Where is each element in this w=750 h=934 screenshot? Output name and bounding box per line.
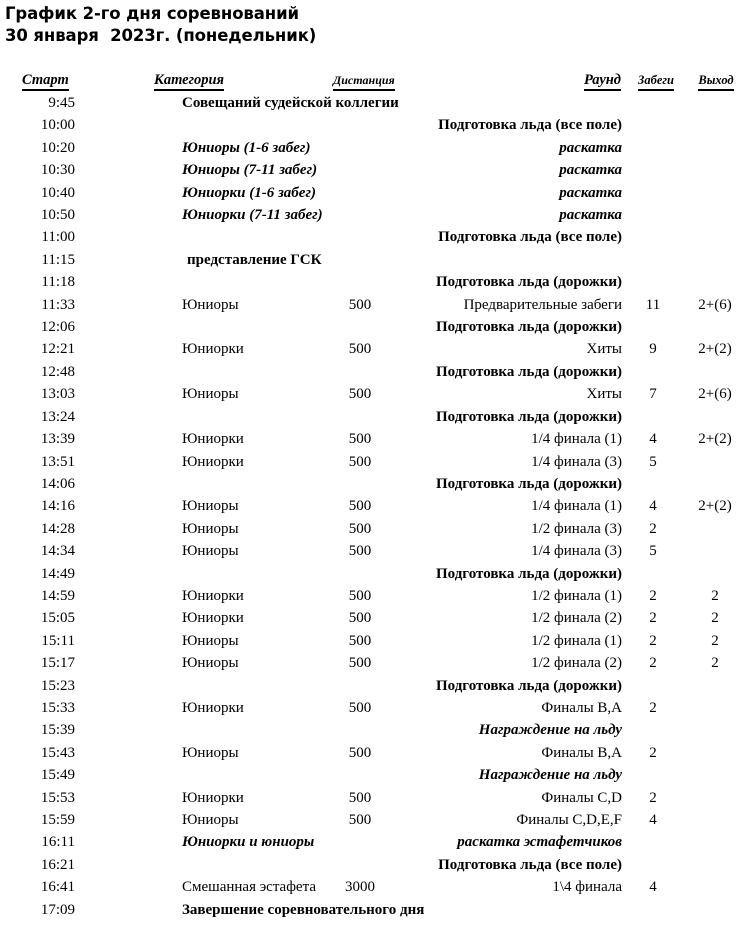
cell-distance [331, 473, 391, 495]
cell-category: Юниорки (1-6 забег) [182, 184, 316, 201]
cell-out [686, 137, 750, 159]
table-row [0, 697, 750, 719]
cell-start-time: 16:11 [41, 834, 75, 851]
cell-start-time: 15:05 [40, 610, 75, 627]
cell-category: Юниоры [182, 386, 239, 403]
cell-round [391, 899, 626, 921]
schedule-table [0, 70, 750, 921]
cell-category: Завершение соревновательного дня [182, 901, 425, 918]
cell-heats: 9 [649, 341, 657, 358]
cell-heats: 5 [649, 453, 657, 470]
cell-category [86, 473, 331, 495]
cell-heats: 4 [649, 879, 657, 896]
cell-round: Подготовка льда (все поле) [438, 856, 622, 873]
cell-distance: 500 [348, 520, 372, 537]
cell-distance [331, 831, 391, 853]
cell-out [686, 271, 750, 293]
cell-distance: 3000 [345, 879, 375, 896]
cell-distance: 500 [348, 386, 372, 403]
title-line-1: График 2-го дня соревнований [5, 4, 300, 23]
cell-round: 1/2 финала (1) [531, 587, 622, 604]
table-row [0, 764, 750, 786]
cell-heats [626, 182, 686, 204]
cell-out [686, 719, 750, 741]
cell-distance [331, 137, 391, 159]
cell-round: Подготовка льда (дорожки) [435, 565, 622, 582]
cell-start-time: 10:40 [40, 184, 75, 201]
cell-start-time: 14:06 [40, 475, 75, 492]
column-header-out [686, 70, 750, 92]
cell-distance: 500 [348, 789, 372, 806]
cell-out [686, 854, 750, 876]
table-row [0, 495, 750, 517]
cell-heats: 2 [649, 587, 657, 604]
cell-heats [626, 92, 686, 114]
cell-out [686, 182, 750, 204]
cell-heats [626, 226, 686, 248]
cell-start-time: 17:09 [40, 901, 75, 918]
cell-out [686, 809, 750, 831]
cell-out [686, 697, 750, 719]
table-row [0, 563, 750, 585]
cell-distance [331, 159, 391, 181]
table-row [0, 675, 750, 697]
cell-category [86, 563, 331, 585]
table-row [0, 137, 750, 159]
table-row [0, 540, 750, 562]
cell-distance [331, 675, 391, 697]
cell-heats: 11 [645, 296, 661, 313]
cell-out [686, 316, 750, 338]
cell-out [686, 204, 750, 226]
cell-heats [626, 719, 686, 741]
table-row [0, 92, 750, 114]
cell-heats [626, 563, 686, 585]
table-row [0, 182, 750, 204]
cell-distance [331, 226, 391, 248]
table-row [0, 159, 750, 181]
cell-heats: 4 [649, 431, 657, 448]
column-header-category [86, 70, 331, 92]
cell-round: Подготовка льда (дорожки) [435, 677, 622, 694]
cell-heats [626, 249, 686, 271]
cell-distance [331, 204, 391, 226]
cell-round: раскатка [559, 139, 622, 156]
table-row [0, 383, 750, 405]
table-row [0, 899, 750, 921]
column-header-out-label: Выход [698, 72, 733, 91]
cell-round: Подготовка льда (дорожки) [435, 319, 622, 336]
cell-start-time: 14:16 [40, 498, 75, 515]
cell-out [686, 159, 750, 181]
cell-category: Юниорки [182, 610, 244, 627]
cell-start-time: 10:20 [40, 139, 75, 156]
cell-round: 1/4 финала (1) [531, 498, 622, 515]
cell-out [686, 226, 750, 248]
cell-out [686, 742, 750, 764]
table-row [0, 652, 750, 674]
cell-distance: 500 [348, 812, 372, 828]
cell-category: Юниоры [182, 812, 239, 828]
cell-category: Юниорки [182, 431, 244, 448]
cell-round: 1/4 финала (3) [531, 543, 622, 560]
cell-distance [331, 114, 391, 136]
cell-heats [626, 473, 686, 495]
cell-out: 2 [711, 587, 719, 604]
cell-heats: 4 [649, 498, 657, 515]
cell-round: 1/2 финала (2) [531, 610, 622, 627]
cell-distance: 500 [348, 610, 372, 627]
table-row [0, 854, 750, 876]
cell-out [686, 899, 750, 921]
cell-start-time: 14:49 [40, 565, 75, 582]
cell-round: Хиты [586, 386, 622, 403]
cell-out [686, 876, 750, 898]
cell-out [686, 114, 750, 136]
document-title [5, 3, 605, 47]
cell-category [86, 675, 331, 697]
cell-distance: 500 [348, 655, 372, 672]
cell-distance: 500 [348, 453, 372, 470]
cell-distance: 500 [348, 296, 372, 313]
cell-round: Подготовка льда (все поле) [438, 229, 622, 246]
cell-round: Финалы C,D,E,F [516, 812, 622, 828]
cell-out: 2+(2) [698, 498, 732, 515]
cell-distance: 500 [348, 498, 372, 515]
cell-start-time: 15:39 [40, 722, 75, 739]
cell-category: Юниорки [182, 789, 244, 806]
title-line-2: 30 января 2023г. (понедельник) [5, 26, 317, 45]
column-header-start-label: Старт [22, 72, 69, 91]
cell-out [686, 451, 750, 473]
cell-heats [626, 361, 686, 383]
table-row [0, 226, 750, 248]
cell-start-time: 15:17 [40, 655, 75, 672]
cell-category: Юниоры (1-6 забег) [182, 139, 311, 156]
cell-category [86, 271, 331, 293]
cell-distance: 500 [348, 543, 372, 560]
cell-start-time: 10:00 [40, 117, 75, 134]
cell-distance [331, 182, 391, 204]
cell-distance: 500 [348, 744, 372, 761]
cell-category [86, 854, 331, 876]
cell-out: 2 [711, 655, 719, 672]
cell-distance: 500 [348, 431, 372, 448]
cell-category [86, 316, 331, 338]
table-row [0, 742, 750, 764]
column-header-heats-label: Забеги [638, 72, 674, 91]
cell-distance [331, 249, 391, 271]
cell-out [686, 361, 750, 383]
cell-heats: 2 [649, 789, 657, 806]
table-row [0, 361, 750, 383]
cell-heats [626, 406, 686, 428]
table-row [0, 338, 750, 360]
cell-heats [626, 137, 686, 159]
cell-category: представление ГСК [187, 251, 322, 268]
cell-round: Награждение на льду [478, 767, 622, 784]
cell-round: Подготовка льда (дорожки) [435, 274, 622, 291]
table-row [0, 585, 750, 607]
cell-distance: 500 [348, 587, 372, 604]
cell-heats [626, 675, 686, 697]
cell-out [686, 764, 750, 786]
cell-out: 2+(6) [698, 296, 732, 313]
cell-start-time: 15:33 [40, 699, 75, 716]
cell-category: Юниорки [182, 587, 244, 604]
cell-category: Юниоры (7-11 забег) [182, 162, 318, 179]
cell-distance [331, 563, 391, 585]
cell-round: Финалы B,A [541, 744, 622, 761]
cell-distance [331, 406, 391, 428]
cell-heats [626, 854, 686, 876]
cell-start-time: 11:15 [41, 251, 75, 268]
cell-category: Юниорки [182, 699, 244, 716]
schedule-table-head [0, 70, 750, 92]
table-row [0, 876, 750, 898]
cell-category: Юниоры [182, 520, 239, 537]
cell-heats: 4 [649, 812, 657, 828]
cell-round: Финалы B,A [541, 699, 622, 716]
cell-start-time: 15:53 [40, 789, 75, 806]
cell-category: Юниоры [182, 744, 239, 761]
cell-category [86, 226, 331, 248]
table-row [0, 114, 750, 136]
cell-distance [331, 719, 391, 741]
cell-start-time: 11:33 [41, 296, 75, 313]
cell-heats: 5 [649, 543, 657, 560]
cell-distance [331, 271, 391, 293]
cell-category: Юниоры [182, 296, 239, 313]
cell-out: 2 [711, 610, 719, 627]
cell-out [686, 473, 750, 495]
cell-out [686, 249, 750, 271]
column-header-heats [626, 70, 686, 92]
cell-heats [626, 899, 686, 921]
cell-heats [626, 831, 686, 853]
table-row [0, 787, 750, 809]
cell-start-time: 16:21 [40, 856, 75, 873]
table-row [0, 294, 750, 316]
cell-distance [331, 764, 391, 786]
cell-round: 1/4 финала (1) [531, 431, 622, 448]
cell-round: раскатка [559, 207, 622, 224]
cell-category: Смешанная эстафета [182, 879, 316, 896]
cell-category: Юниорки (7-11 забег) [182, 207, 323, 224]
cell-category: Юниорки и юниоры [182, 834, 315, 851]
cell-heats: 2 [649, 610, 657, 627]
table-row [0, 406, 750, 428]
cell-heats [626, 764, 686, 786]
cell-heats: 2 [649, 744, 657, 761]
cell-out [686, 92, 750, 114]
cell-round: Подготовка льда (дорожки) [435, 475, 622, 492]
cell-out [686, 518, 750, 540]
cell-heats [626, 204, 686, 226]
cell-out [686, 831, 750, 853]
cell-out: 2+(2) [698, 431, 732, 448]
cell-out [686, 406, 750, 428]
cell-category: Юниорки [182, 341, 244, 358]
table-row [0, 518, 750, 540]
cell-start-time: 10:50 [40, 207, 75, 224]
table-row [0, 428, 750, 450]
cell-out [686, 563, 750, 585]
cell-start-time: 13:03 [40, 386, 75, 403]
cell-out: 2 [711, 632, 719, 649]
cell-start-time: 15:49 [40, 767, 75, 784]
cell-heats: 2 [649, 699, 657, 716]
cell-heats [626, 316, 686, 338]
cell-distance [331, 361, 391, 383]
cell-category: Юниоры [182, 543, 239, 560]
schedule-header-row [0, 70, 750, 92]
cell-round: раскатка [559, 162, 622, 179]
column-header-round-label: Раунд [584, 72, 621, 91]
table-row [0, 204, 750, 226]
cell-category [86, 764, 331, 786]
cell-start-time: 15:59 [40, 812, 75, 828]
cell-distance: 500 [348, 632, 372, 649]
cell-heats: 7 [649, 386, 657, 403]
table-row [0, 809, 750, 831]
cell-out [686, 787, 750, 809]
column-header-distance-label: Дистанция [333, 72, 395, 91]
cell-start-time: 14:59 [40, 587, 75, 604]
cell-round: 1/2 финала (1) [531, 632, 622, 649]
cell-category: Совещаний судейской коллегии [182, 95, 399, 111]
cell-out: 2+(6) [698, 386, 732, 403]
cell-out: 2+(2) [698, 341, 732, 358]
cell-round: 1/2 финала (2) [531, 655, 622, 672]
cell-round: 1/2 финала (3) [531, 520, 622, 537]
cell-distance: 500 [348, 699, 372, 716]
cell-heats: 2 [649, 520, 657, 537]
cell-category [86, 114, 331, 136]
schedule-table-body [0, 92, 750, 921]
cell-distance: 500 [348, 341, 372, 358]
cell-out [686, 675, 750, 697]
cell-start-time: 13:24 [40, 408, 75, 425]
cell-round [391, 249, 626, 271]
cell-round: Подготовка льда (все поле) [438, 117, 622, 134]
cell-heats [626, 159, 686, 181]
cell-start-time: 11:18 [41, 274, 75, 291]
cell-start-time: 16:41 [40, 879, 75, 896]
column-header-round [391, 70, 626, 92]
cell-start-time: 12:21 [40, 341, 75, 358]
table-row [0, 831, 750, 853]
cell-category: Юниорки [182, 453, 244, 470]
cell-heats: 2 [649, 655, 657, 672]
cell-round: Финалы C,D [541, 789, 622, 806]
cell-round: 1\4 финала [552, 879, 622, 896]
cell-start-time: 9:45 [48, 95, 75, 111]
cell-heats: 2 [649, 632, 657, 649]
cell-start-time: 12:06 [40, 319, 75, 336]
cell-category: Юниоры [182, 498, 239, 515]
table-row [0, 607, 750, 629]
cell-start-time: 10:30 [40, 162, 75, 179]
cell-distance [331, 854, 391, 876]
cell-start-time: 11:00 [41, 229, 75, 246]
cell-category: Юниоры [182, 655, 239, 672]
table-row [0, 316, 750, 338]
table-row [0, 271, 750, 293]
cell-out [686, 540, 750, 562]
cell-round: Подготовка льда (дорожки) [435, 408, 622, 425]
column-header-start [0, 70, 86, 92]
table-row [0, 630, 750, 652]
cell-start-time: 15:23 [40, 677, 75, 694]
cell-round: 1/4 финала (3) [531, 453, 622, 470]
table-row [0, 451, 750, 473]
cell-start-time: 12:48 [40, 363, 75, 380]
table-row [0, 249, 750, 271]
column-header-distance [331, 70, 395, 92]
cell-start-time: 15:43 [40, 744, 75, 761]
cell-round: Предварительные забеги [463, 296, 622, 313]
cell-category [86, 361, 331, 383]
cell-start-time: 15:11 [41, 632, 75, 649]
column-header-category-label: Категория [154, 72, 224, 91]
cell-start-time: 13:51 [40, 453, 75, 470]
cell-round: Подготовка льда (дорожки) [435, 363, 622, 380]
cell-category [86, 406, 331, 428]
cell-start-time: 14:34 [40, 543, 75, 560]
cell-category: Юниоры [182, 632, 239, 649]
cell-round [391, 92, 626, 114]
cell-heats [626, 271, 686, 293]
cell-round: раскатка эстафетчиков [457, 834, 622, 851]
cell-distance [331, 316, 391, 338]
cell-category [86, 719, 331, 741]
cell-heats [626, 114, 686, 136]
cell-round: Награждение на льду [478, 722, 622, 739]
cell-start-time: 14:28 [40, 520, 75, 537]
cell-round: Хиты [586, 341, 622, 358]
cell-start-time: 13:39 [40, 431, 75, 448]
table-row [0, 719, 750, 741]
cell-round: раскатка [559, 184, 622, 201]
table-row [0, 473, 750, 495]
